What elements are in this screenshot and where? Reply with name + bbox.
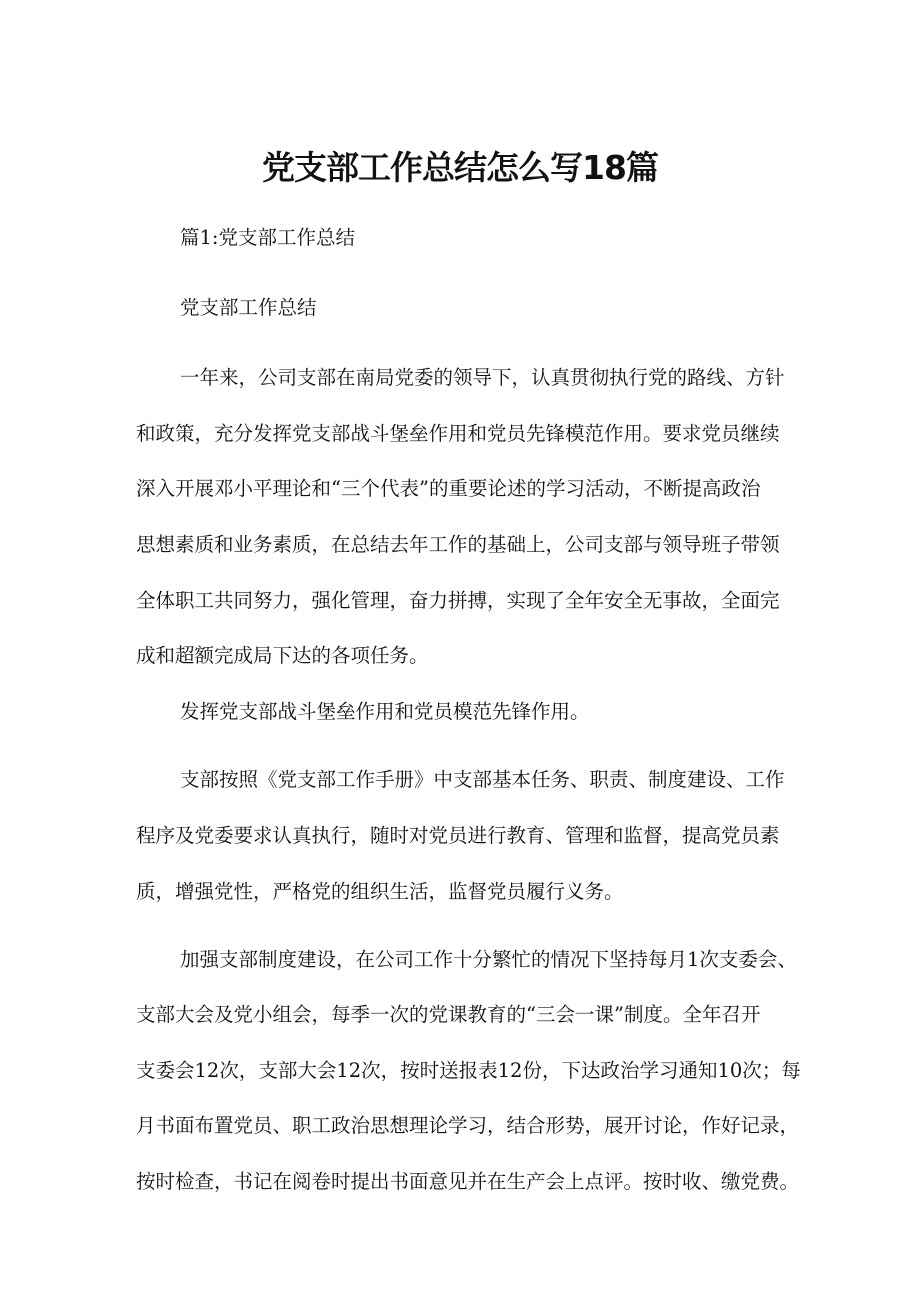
paragraph3-line-3: 支委会12次，支部大会12次，按时送报表12份，下达政治学习通知10次；每 bbox=[136, 1059, 801, 1082]
paragraph3-line-5: 按时检查，书记在阅卷时提出书面意见并在生产会上点评。按时收、缴党费。 bbox=[136, 1170, 800, 1193]
paragraph2-line-1: 支部按照《党支部工作手册》中支部基本任务、职责、制度建设、工作 bbox=[180, 768, 785, 791]
paragraph1-line-1: 一年来，公司支部在南局党委的领导下，认真贯彻执行党的路线、方针 bbox=[180, 366, 785, 389]
paragraph2-line-2: 程序及党委要求认真执行，随时对党员进行教育、管理和监督，提高党员素 bbox=[136, 824, 780, 847]
paragraph3-line-2: 支部大会及党小组会，每季一次的党课教育的“三会一课”制度。全年召开 bbox=[136, 1003, 761, 1026]
paragraph3-line-1: 加强支部制度建设，在公司工作十分繁忙的情况下坚持每月1次支委会、 bbox=[180, 948, 797, 971]
section-title: 党支部工作总结 bbox=[180, 296, 317, 319]
paragraph1-line-4: 思想素质和业务素质，在总结去年工作的基础上，公司支部与领导班子带领 bbox=[136, 533, 780, 556]
paragraph2-line-3: 质，增强党性，严格党的组织生活，监督党员履行义务。 bbox=[136, 880, 624, 903]
paragraph3-line-4: 月书面布置党员、职工政治思想理论学习，结合形势，展开讨论，作好记录， bbox=[136, 1114, 800, 1137]
paragraph1-line-6: 成和超额完成局下达的各项任务。 bbox=[136, 644, 429, 667]
chapter-heading: 篇1:党支部工作总结 bbox=[180, 226, 355, 249]
document-title: 党支部工作总结怎么写18篇 bbox=[262, 148, 658, 187]
paragraph1-line-3: 深入开展邓小平理论和“三个代表”的重要论述的学习活动，不断提高政治 bbox=[136, 477, 761, 500]
paragraph1-line-2: 和政策，充分发挥党支部战斗堡垒作用和党员先锋模范作用。要求党员继续 bbox=[136, 422, 780, 445]
paragraph1-line-5: 全体职工共同努力，强化管理，奋力拼搏，实现了全年安全无事故，全面完 bbox=[136, 589, 780, 612]
subheading: 发挥党支部战斗堡垒作用和党员模范先锋作用。 bbox=[180, 700, 590, 723]
